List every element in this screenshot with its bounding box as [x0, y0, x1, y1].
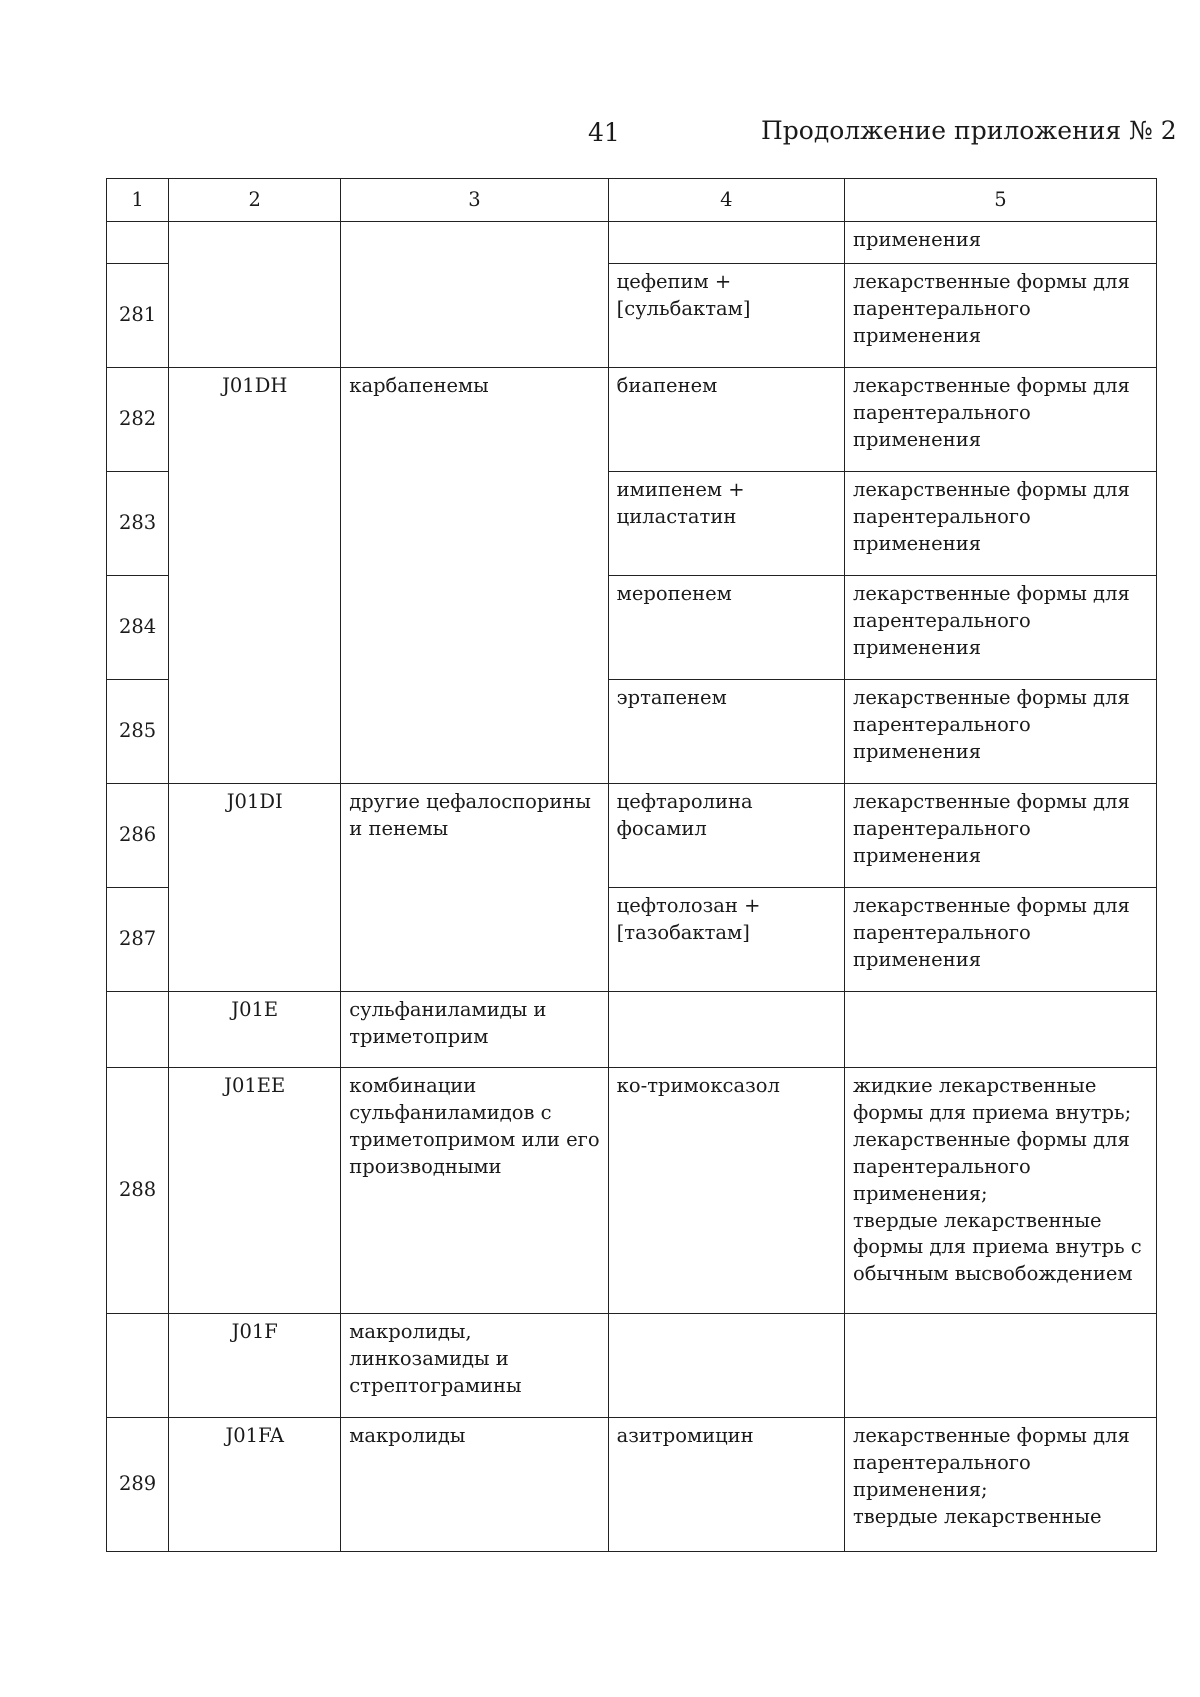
- dosage-form-line: лекарственные формы для парентерального применения;: [852, 1127, 1130, 1205]
- row-number: 281: [107, 264, 169, 368]
- dosage-form: лекарственные формы для парентерального применения: [844, 576, 1156, 680]
- row-number: 282: [107, 368, 169, 472]
- column-header: 2: [169, 179, 341, 222]
- drug-name: цефепим + [сульбактам]: [608, 264, 844, 368]
- drug-group: макролиды, линкозамиды и стрептограмины: [341, 1314, 608, 1418]
- dosage-form-line: лекарственные формы для парентерального применения;: [852, 1424, 1130, 1501]
- dosage-form: лекарственные формы для парентерального применения: [844, 888, 1156, 992]
- dosage-form: [844, 1418, 1156, 1552]
- column-header: 5: [844, 179, 1156, 222]
- dosage-form: лекарственные формы для парентерального применения: [844, 680, 1156, 784]
- drug-name: азитромицин: [608, 1418, 844, 1552]
- drug-group: сульфаниламиды и триметоприм: [341, 992, 608, 1068]
- row-number: 285: [107, 680, 169, 784]
- dosage-form: лекарственные формы для парентерального применения: [844, 264, 1156, 368]
- row-number: 288: [107, 1068, 169, 1314]
- table-row: [107, 222, 1157, 264]
- column-header: 4: [608, 179, 844, 222]
- dosage-form-line: жидкие лекарственные формы для приема внутрь;: [852, 1074, 1132, 1124]
- drug-name: цефтаролина фосамил: [608, 784, 844, 888]
- drug-name: [608, 992, 844, 1068]
- row-number: [107, 222, 169, 264]
- drug-group: [341, 222, 608, 368]
- row-number: [107, 992, 169, 1068]
- atc-code: J01F: [169, 1314, 341, 1418]
- dosage-form: [844, 1068, 1156, 1314]
- drug-name: эртапенем: [608, 680, 844, 784]
- table-row: [107, 1418, 1157, 1552]
- atc-code: J01DI: [169, 784, 341, 992]
- table-header-row: [107, 179, 1157, 222]
- atc-code: J01DH: [169, 368, 341, 784]
- atc-code: [169, 222, 341, 368]
- dosage-form: применения: [844, 222, 1156, 264]
- page-number: 41: [588, 118, 620, 147]
- drug-group: комбинации сульфаниламидов с триметопримом или его производными: [341, 1068, 608, 1314]
- dosage-form: лекарственные формы для парентерального применения: [844, 368, 1156, 472]
- drug-name: меропенем: [608, 576, 844, 680]
- dosage-form-line: твердые лекарственные: [852, 1504, 1102, 1528]
- row-number: 284: [107, 576, 169, 680]
- table-row: [107, 1068, 1157, 1314]
- dosage-form-line: твердые лекарственные формы для приема внутрь с обычным высвобождением: [852, 1208, 1142, 1286]
- table-row: [107, 992, 1157, 1068]
- dosage-form: лекарственные формы для парентерального применения: [844, 472, 1156, 576]
- drug-name: [608, 1314, 844, 1418]
- drug-group: карбапенемы: [341, 368, 608, 784]
- column-header: 1: [107, 179, 169, 222]
- drug-name: [608, 222, 844, 264]
- drug-name: цефтолозан + [тазобактам]: [608, 888, 844, 992]
- atc-code: J01E: [169, 992, 341, 1068]
- table-row: [107, 784, 1157, 888]
- row-number: 283: [107, 472, 169, 576]
- drug-group: другие цефалоспорины и пенемы: [341, 784, 608, 992]
- row-number: [107, 1314, 169, 1418]
- drug-name: имипенем + циластатин: [608, 472, 844, 576]
- drug-table: [106, 178, 1157, 1552]
- table-row: [107, 368, 1157, 472]
- row-number: 286: [107, 784, 169, 888]
- continuation-title: Продолжение приложения № 2: [761, 116, 1177, 145]
- column-header: 3: [341, 179, 608, 222]
- table-row: [107, 1314, 1157, 1418]
- drug-name: биапенем: [608, 368, 844, 472]
- dosage-form: лекарственные формы для парентерального применения: [844, 784, 1156, 888]
- atc-code: J01FA: [169, 1418, 341, 1552]
- dosage-form: [844, 992, 1156, 1068]
- row-number: 289: [107, 1418, 169, 1552]
- drug-name: ко-тримоксазол: [608, 1068, 844, 1314]
- drug-group: макролиды: [341, 1418, 608, 1552]
- row-number: 287: [107, 888, 169, 992]
- atc-code: J01EE: [169, 1068, 341, 1314]
- dosage-form: [844, 1314, 1156, 1418]
